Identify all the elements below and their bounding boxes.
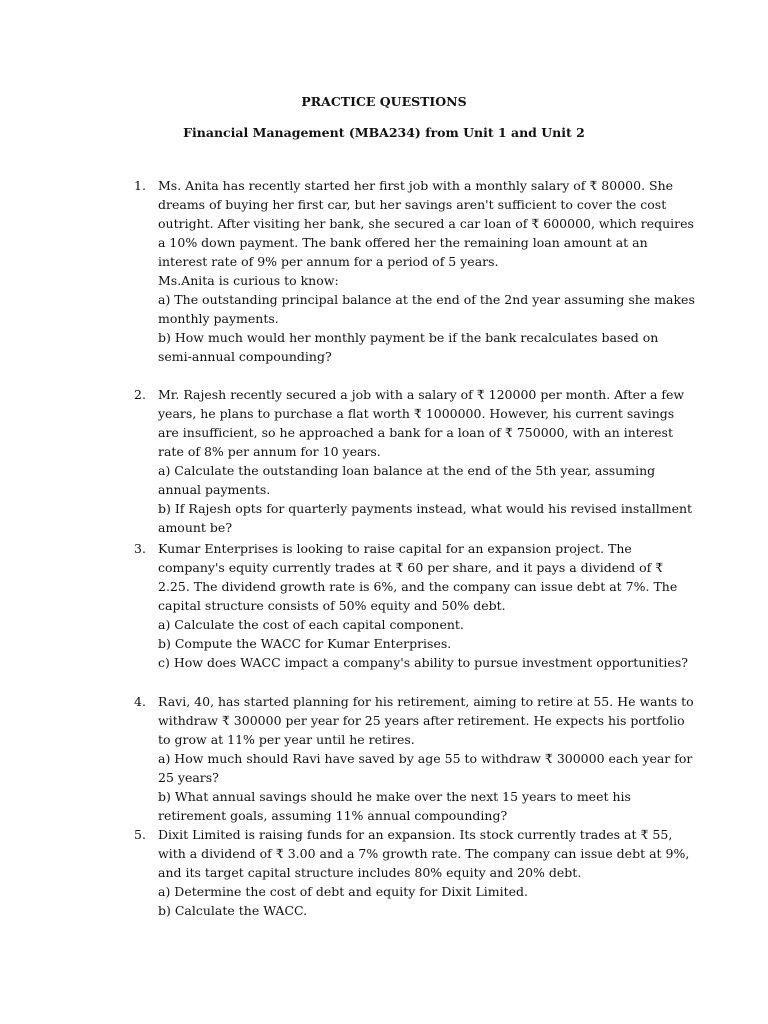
question-line: rate of 8% per annum for 10 years. xyxy=(158,444,381,459)
question-line: a) Calculate the cost of each capital component. xyxy=(158,617,464,632)
question-text xyxy=(158,385,693,537)
question-text xyxy=(158,539,688,672)
page-title: PRACTICE QUESTIONS xyxy=(301,94,467,109)
question-line: Ms. Anita has recently started her first job with a monthly salary of ₹ 80000. She xyxy=(158,178,674,193)
question-line: to grow at 11% per year until he retires. xyxy=(158,732,415,747)
question-number: 1. xyxy=(134,178,146,193)
question-line: a) The outstanding principal balance at the end of the 2nd year assuming she makes xyxy=(158,292,695,307)
question-number: 4. xyxy=(134,694,146,709)
question-line: a 10% down payment. The bank offered her the remaining loan amount at an xyxy=(158,235,648,250)
question-line: interest rate of 9% per annum for a period of 5 years. xyxy=(158,254,499,269)
question-line: c) How does WACC impact a company's ability to pursue investment opportunities? xyxy=(158,655,688,670)
question-line: b) What annual savings should he make over the next 15 years to meet his xyxy=(158,789,631,804)
question-number: 2. xyxy=(134,387,146,402)
question-line: semi-annual compounding? xyxy=(158,349,332,364)
question-line: a) Determine the cost of debt and equity for Dixit Limited. xyxy=(158,884,528,899)
question-line: annual payments. xyxy=(158,482,271,497)
question-line: with a dividend of ₹ 3.00 and a 7% growth rate. The company can issue debt at 9%, xyxy=(158,846,690,861)
question-line: Kumar Enterprises is looking to raise capital for an expansion project. The xyxy=(158,541,632,556)
question-line: amount be? xyxy=(158,520,233,535)
question-line: 25 years? xyxy=(158,770,219,785)
question-line: retirement goals, assuming 11% annual compounding? xyxy=(158,808,508,823)
question-line: monthly payments. xyxy=(158,311,279,326)
question-line: b) If Rajesh opts for quarterly payments instead, what would his revised installment xyxy=(158,501,693,516)
question-number: 3. xyxy=(134,541,146,556)
question-line: 2.25. The dividend growth rate is 6%, and the company can issue debt at 7%. The xyxy=(158,579,678,594)
question-text xyxy=(158,692,694,825)
question-line: and its target capital structure includes 80% equity and 20% debt. xyxy=(158,865,582,880)
question-line: a) Calculate the outstanding loan balance at the end of the 5th year, assuming xyxy=(158,463,656,478)
question-line: b) How much would her monthly payment be if the bank recalculates based on xyxy=(158,330,659,345)
question-line: Ms.Anita is curious to know: xyxy=(158,273,339,288)
question-line: years, he plans to purchase a flat worth ₹ 1000000. However, his current savings xyxy=(158,406,675,421)
question-line: withdraw ₹ 300000 per year for 25 years after retirement. He expects his portfolio xyxy=(158,713,685,728)
question-line: dreams of buying her first car, but her savings aren't sufficient to cover the cost xyxy=(158,197,667,212)
question-number: 5. xyxy=(134,827,146,842)
question-line: are insufficient, so he approached a bank for a loan of ₹ 750000, with an interest xyxy=(158,425,673,440)
question-line: a) How much should Ravi have saved by age 55 to withdraw ₹ 300000 each year for xyxy=(158,751,693,766)
question-line: b) Compute the WACC for Kumar Enterprises. xyxy=(158,636,452,651)
question-text xyxy=(158,176,695,366)
question-line: company's equity currently trades at ₹ 60 per share, and it pays a dividend of ₹ xyxy=(158,560,664,575)
question-line: b) Calculate the WACC. xyxy=(158,903,308,918)
question-line: Ravi, 40, has started planning for his retirement, aiming to retire at 55. He wants to xyxy=(158,694,694,709)
question-line: outright. After visiting her bank, she secured a car loan of ₹ 600000, which requires xyxy=(158,216,694,231)
question-line: Mr. Rajesh recently secured a job with a salary of ₹ 120000 per month. After a few xyxy=(158,387,685,402)
page-subtitle: Financial Management (MBA234) from Unit 1 and Unit 2 xyxy=(183,125,585,140)
question-line: Dixit Limited is raising funds for an expansion. Its stock currently trades at ₹ 55, xyxy=(158,827,673,842)
question-line: capital structure consists of 50% equity and 50% debt. xyxy=(158,598,506,613)
question-text xyxy=(158,825,690,920)
